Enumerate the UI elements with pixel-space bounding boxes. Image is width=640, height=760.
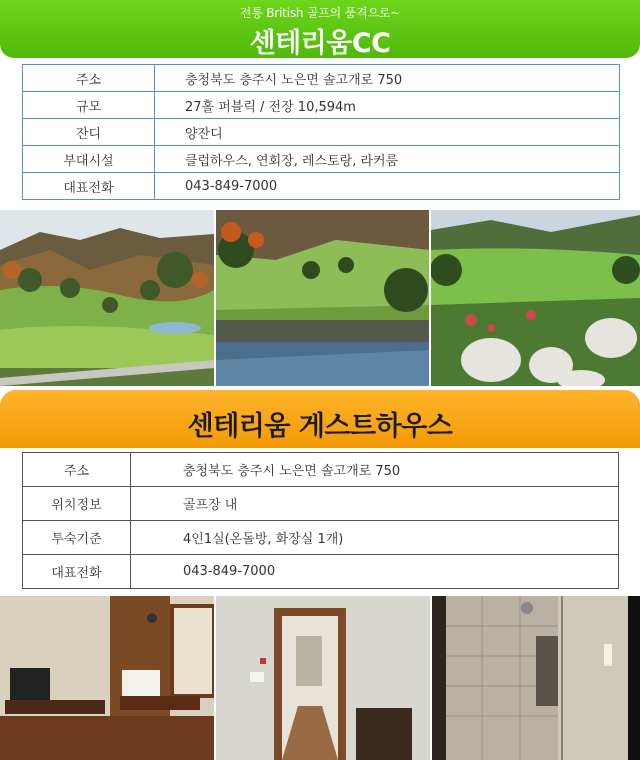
row-value: 골프장 내 <box>131 487 619 521</box>
row-label: 규모 <box>23 92 155 119</box>
row-value: 043-849-7000 <box>155 173 620 200</box>
guesthouse-banner <box>0 390 640 448</box>
row-value: 4인1실(온돌방, 화장실 1개) <box>131 521 619 555</box>
table-row <box>23 521 619 555</box>
row-value: 27홀 퍼블릭 / 전장 10,594m <box>155 92 620 119</box>
table-row <box>23 119 620 146</box>
row-label: 대표전화 <box>23 173 155 200</box>
row-label: 위치정보 <box>23 487 131 521</box>
guesthouse-room-photo <box>0 596 214 760</box>
row-label: 잔디 <box>23 119 155 146</box>
row-value: 클럽하우스, 연회장, 레스토랑, 라커룸 <box>155 146 620 173</box>
course-title: 센테리움CC <box>249 28 391 59</box>
row-value: 충청북도 충주시 노은면 솔고개로 750 <box>155 65 620 92</box>
row-value: 043-849-7000 <box>131 555 619 589</box>
table-row <box>23 555 619 589</box>
guesthouse-info-table <box>22 452 619 589</box>
row-label: 주소 <box>23 65 155 92</box>
course-info-table <box>22 64 620 200</box>
row-label: 투숙기준 <box>23 521 131 555</box>
row-value: 충청북도 충주시 노은면 솔고개로 750 <box>131 453 619 487</box>
guesthouse-hallway-photo <box>216 596 430 760</box>
guesthouse-bathroom-photo <box>432 596 640 760</box>
course-subtitle: 전통 British 골프의 품격으로~ <box>239 6 401 20</box>
course-banner <box>0 0 640 58</box>
table-row <box>23 487 619 521</box>
golf-course-photo-1 <box>0 210 214 386</box>
row-label: 주소 <box>23 453 131 487</box>
table-row <box>23 173 620 200</box>
table-row <box>23 65 620 92</box>
guesthouse-title: 센테리움 게스트하우스 <box>187 411 453 442</box>
table-row <box>23 453 619 487</box>
golf-course-photo-3 <box>431 210 640 386</box>
table-row <box>23 92 620 119</box>
golf-course-photo-2 <box>216 210 429 386</box>
table-row <box>23 146 620 173</box>
row-label: 부대시설 <box>23 146 155 173</box>
row-value: 양잔디 <box>155 119 620 146</box>
row-label: 대표전화 <box>23 555 131 589</box>
